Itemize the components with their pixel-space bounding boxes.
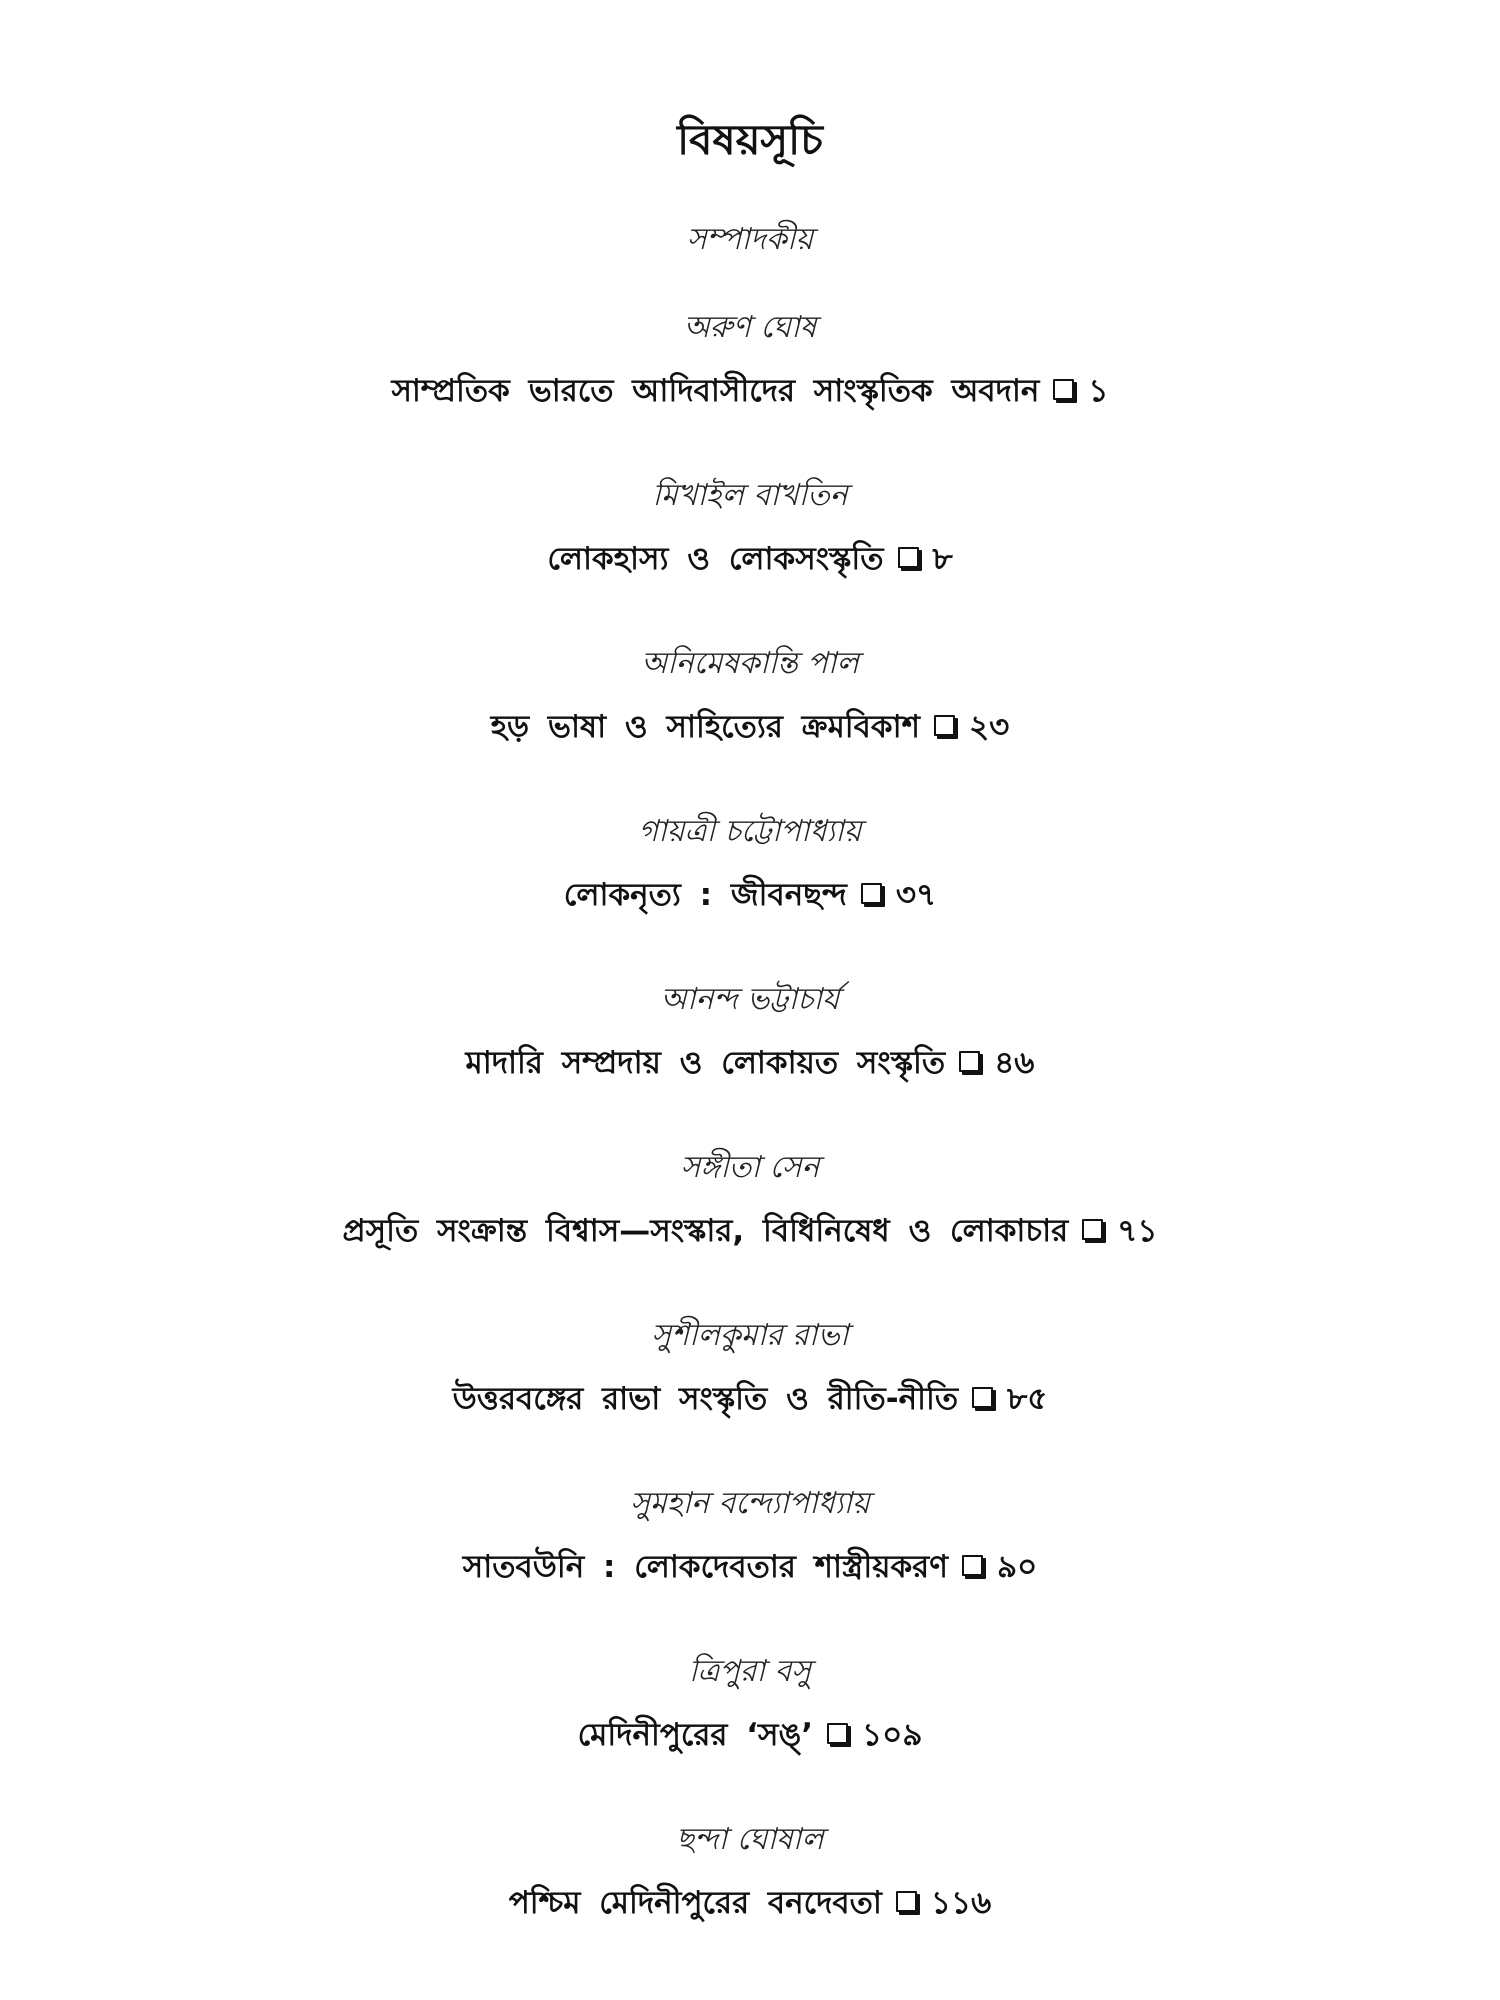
toc-entry [0,642,1500,810]
box-bullet-icon [1053,379,1074,400]
entry-title: মেদিনীপুরের ‘সঙ্’ [577,1717,814,1753]
entry-title-line [0,1208,1500,1254]
entry-author: ত্রিপুরা বসু [688,1654,812,1689]
toc-entry-list [0,306,1500,1986]
entry-title-line [0,1376,1500,1422]
entry-title-line [0,1880,1500,1926]
box-bullet-icon [898,547,919,568]
editorial-label: সম্পাদকীয় [686,222,814,257]
toc-entry [0,1482,1500,1650]
entry-author: আনন্দ ভট্টাচার্য [660,982,840,1017]
page-title: বিষয়সূচি [677,115,823,164]
entry-author: সুমহান বন্দ্যোপাধ্যায় [630,1486,870,1521]
entry-page-number: ৭১ [1117,1213,1158,1249]
entry-page-number: ৩৭ [895,877,937,913]
entry-title: হড় ভাষা ও সাহিত্যের ক্রমবিকাশ [490,709,920,745]
entry-author: সুশীলকুমার রাভা [651,1318,849,1353]
toc-entry [0,1146,1500,1314]
entry-title: পশ্চিম মেদিনীপুরের বনদেবতা [508,1885,882,1921]
entry-author: ছন্দা ঘোষাল [676,1822,824,1857]
entry-page-number: ৪৬ [994,1045,1035,1081]
toc-entry [0,474,1500,642]
toc-entry [0,1818,1500,1986]
entry-title: সাম্প্রতিক ভারতে আদিবাসীদের সাংস্কৃতিক অবদান [391,373,1040,409]
entry-title-line [0,368,1500,414]
entry-title: প্রসূতি সংক্রান্ত বিশ্বাস—সংস্কার, বিধিনিষেধ ও লোকাচার [342,1213,1069,1249]
box-bullet-icon [1082,1219,1103,1240]
toc-entry [0,306,1500,474]
entry-page-number: ১ [1088,373,1109,409]
entry-author: গায়ত্রী চট্টোপাধ্যায় [638,814,862,849]
box-bullet-icon [959,1051,980,1072]
entry-title: মাদারি সম্প্রদায় ও লোকায়ত সংস্কৃতি [465,1045,946,1081]
toc-entry [0,1650,1500,1818]
entry-author: অরুণ ঘোষ [683,310,817,345]
entry-title: উত্তরবঙ্গের রাভা সংস্কৃতি ও রীতি-নীতি [452,1381,959,1417]
entry-title-line [0,536,1500,582]
box-bullet-icon [934,715,955,736]
box-bullet-icon [861,883,882,904]
entry-title: লোকনৃত্য : জীবনছন্দ [563,877,847,913]
toc-entry [0,810,1500,978]
entry-page-number: ৮ [932,541,953,577]
toc-entry [0,978,1500,1146]
box-bullet-icon [896,1891,917,1912]
entry-author: অনিমেষকান্তি পাল [641,646,859,681]
toc-entry [0,1314,1500,1482]
entry-title: সাতবউনি : লোকদেবতার শাস্ত্রীয়করণ [462,1549,948,1585]
entry-page-number: ২৩ [968,709,1010,745]
entry-title-line [0,872,1500,918]
entry-page-number: ৮৫ [1007,1381,1048,1417]
entry-page-number: ৯০ [996,1549,1038,1585]
entry-author: সঙ্গীতা সেন [680,1150,820,1185]
entry-title-line [0,1544,1500,1590]
entry-page-number: ১০৯ [862,1717,923,1753]
box-bullet-icon [962,1555,983,1576]
entry-title-line [0,704,1500,750]
entry-title-line [0,1040,1500,1086]
entry-title-line [0,1712,1500,1758]
box-bullet-icon [972,1387,993,1408]
entry-page-number: ১১৬ [930,1885,992,1921]
entry-title: লোকহাস্য ও লোকসংস্কৃতি [547,541,884,577]
entry-author: মিখাইল বাখতিন [652,478,848,513]
box-bullet-icon [827,1723,848,1744]
